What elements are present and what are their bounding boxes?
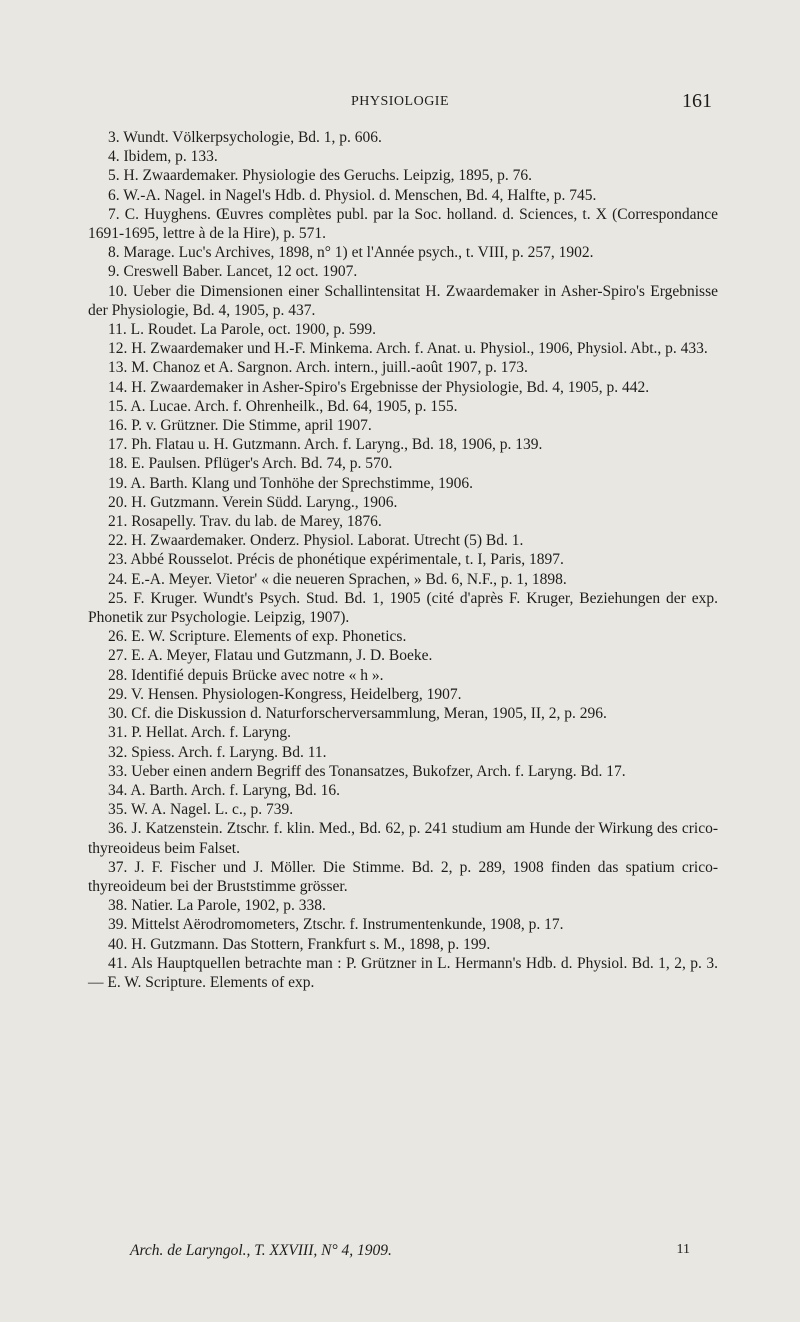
signature-mark: 11 — [676, 1242, 690, 1257]
reference-item — [88, 646, 718, 665]
reference-item — [88, 954, 718, 992]
reference-text: 12. H. Zwaardemaker und H.-F. Minkema. Arch. f. Anat. u. Physiol., 1906, Physiol. Abt., p. 433. — [108, 340, 708, 358]
reference-text: 13. M. Chanoz et A. Sargnon. Arch. intern., juill.-août 1907, p. 173. — [108, 359, 528, 377]
reference-item — [88, 243, 718, 262]
reference-text: 25. F. Kruger. Wundt's Psych. Stud. Bd. 1, 1905 (cité d'après F. Kruger, Beziehungen der exp. Phonetik zur Psychologie. Leipzig, 1907). — [88, 589, 718, 627]
reference-item — [88, 935, 718, 954]
reference-text: 33. Ueber einen andern Begriff des Tonansatzes, Bukofzer, Arch. f. Laryng. Bd. 17. — [108, 762, 626, 780]
reference-item — [88, 282, 718, 320]
reference-item — [88, 743, 718, 762]
reference-item — [88, 474, 718, 493]
reference-item — [88, 205, 718, 243]
reference-text: 20. H. Gutzmann. Verein Südd. Laryng., 1906. — [108, 493, 398, 511]
reference-text: 5. H. Zwaardemaker. Physiologie des Geruchs. Leipzig, 1895, p. 76. — [108, 167, 533, 185]
reference-item — [88, 666, 718, 685]
reference-text: 26. E. W. Scripture. Elements of exp. Phonetics. — [108, 628, 407, 646]
reference-item — [88, 493, 718, 512]
reference-text: 8. Marage. Luc's Archives, 1898, n° 1) et l'Année psych., t. VIII, p. 257, 1902. — [108, 244, 594, 262]
reference-text: 21. Rosapelly. Trav. du lab. de Marey, 1876. — [108, 513, 382, 531]
reference-item — [88, 378, 718, 397]
reference-text: 34. A. Barth. Arch. f. Laryng, Bd. 16. — [108, 781, 341, 799]
reference-item — [88, 627, 718, 646]
reference-text: 41. Als Hauptquellen betrachte man : P. Grützner in L. Hermann's Hdb. d. Physiol. Bd. 1, 2, p. 3. — E. W. Scripture. Elements of exp. — [88, 954, 718, 991]
reference-text: 10. Ueber die Dimensionen einer Schallintensitat H. Zwaardemaker in Asher-Spiro's Ergebnisse der Physiologie, Bd. 4, 1905, p. 437. — [88, 282, 718, 319]
reference-item — [88, 819, 718, 857]
reference-item — [88, 147, 718, 166]
reference-text: 31. P. Hellat. Arch. f. Laryng. — [108, 724, 291, 742]
reference-item — [88, 262, 718, 281]
reference-text: 15. A. Lucae. Arch. f. Ohrenheilk., Bd. 64, 1905, p. 155. — [108, 397, 458, 415]
reference-item — [88, 858, 718, 896]
page-number: 161 — [682, 90, 712, 112]
reference-item — [88, 531, 718, 550]
reference-text: 24. E.-A. Meyer. Vietor' « die neueren Sprachen, » Bd. 6, N.F., p. 1, 1898. — [108, 570, 567, 588]
reference-text: 19. A. Barth. Klang und Tonhöhe der Sprechstimme, 1906. — [108, 474, 473, 492]
reference-text: 39. Mittelst Aërodromometers, Ztschr. f. Instrumentenkunde, 1908, p. 17. — [108, 916, 564, 934]
reference-text: 35. W. A. Nagel. L. c., p. 739. — [108, 801, 294, 819]
reference-text: 27. E. A. Meyer, Flatau und Gutzmann, J. D. Boeke. — [108, 647, 433, 665]
journal-citation: Arch. de Laryngol., T. XXVIII, N° 4, 1909. — [130, 1242, 392, 1259]
reference-text: 29. V. Hensen. Physiologen-Kongress, Heidelberg, 1907. — [108, 685, 462, 703]
reference-item — [88, 128, 718, 147]
reference-item — [88, 435, 718, 454]
reference-item — [88, 762, 718, 781]
reference-item — [88, 550, 718, 569]
reference-text: 40. H. Gutzmann. Das Stottern, Frankfurt s. M., 1898, p. 199. — [108, 935, 491, 953]
reference-text: 18. E. Paulsen. Pflüger's Arch. Bd. 74, p. 570. — [108, 455, 393, 473]
reference-text: 6. W.-A. Nagel. in Nagel's Hdb. d. Physiol. d. Menschen, Bd. 4, Halfte, p. 745. — [108, 186, 597, 204]
reference-item — [88, 320, 718, 339]
reference-item — [88, 186, 718, 205]
reference-text: 30. Cf. die Diskussion d. Naturforscherversammlung, Meran, 1905, II, 2, p. 296. — [108, 705, 607, 723]
reference-item — [88, 723, 718, 742]
reference-text: 28. Identifié depuis Brücke avec notre « h ». — [108, 666, 384, 684]
reference-text: 17. Ph. Flatau u. H. Gutzmann. Arch. f. Laryng., Bd. 18, 1906, p. 139. — [108, 436, 543, 454]
reference-text: 9. Creswell Baber. Lancet, 12 oct. 1907. — [108, 263, 358, 281]
reference-item — [88, 704, 718, 723]
reference-item — [88, 685, 718, 704]
reference-text: 4. Ibidem, p. 133. — [108, 148, 218, 166]
reference-text: 22. H. Zwaardemaker. Onderz. Physiol. Laborat. Utrecht (5) Bd. 1. — [108, 532, 524, 550]
reference-text: 16. P. v. Grützner. Die Stimme, april 1907. — [108, 417, 372, 435]
reference-item — [88, 512, 718, 531]
reference-item — [88, 915, 718, 934]
reference-text: 37. J. F. Fischer und J. Möller. Die Stimme. Bd. 2, p. 289, 1908 finden das spatium crico-thyreoideum bei der Bruststimme grösser. — [88, 858, 718, 895]
reference-text: 11. L. Roudet. La Parole, oct. 1900, p. 599. — [108, 321, 377, 339]
reference-item — [88, 166, 718, 185]
reference-text: 36. J. Katzenstein. Ztschr. f. klin. Med., Bd. 62, p. 241 studium am Hunde der Wirkung des crico-thyreoideus beim Falset. — [88, 820, 718, 857]
reference-item — [88, 454, 718, 473]
reference-item — [88, 781, 718, 800]
running-head: PHYSIOLOGIE — [350, 94, 450, 109]
page-footer — [130, 1242, 690, 1260]
reference-item — [88, 397, 718, 416]
reference-text: 32. Spiess. Arch. f. Laryng. Bd. 11. — [108, 743, 327, 761]
reference-text: 14. H. Zwaardemaker in Asher-Spiro's Ergebnisse der Physiologie, Bd. 4, 1905, p. 442. — [108, 378, 650, 396]
reference-text: 3. Wundt. Völkerpsychologie, Bd. 1, p. 606. — [108, 129, 382, 146]
reference-item — [88, 589, 718, 627]
reference-text: 23. Abbé Rousselot. Précis de phonétique expérimentale, t. I, Paris, 1897. — [108, 551, 564, 569]
reference-list — [88, 128, 718, 992]
reference-item — [88, 570, 718, 589]
reference-item — [88, 358, 718, 377]
reference-text: 38. Natier. La Parole, 1902, p. 338. — [108, 897, 326, 915]
reference-text: 7. C. Huyghens. Œuvres complètes publ. par la Soc. holland. d. Sciences, t. X (Correspondance 1691-1695, lettre à de la Hire), p. 571. — [88, 205, 718, 243]
reference-item — [88, 896, 718, 915]
reference-item — [88, 416, 718, 435]
reference-item — [88, 339, 718, 358]
page-header — [88, 90, 712, 114]
reference-item — [88, 800, 718, 819]
